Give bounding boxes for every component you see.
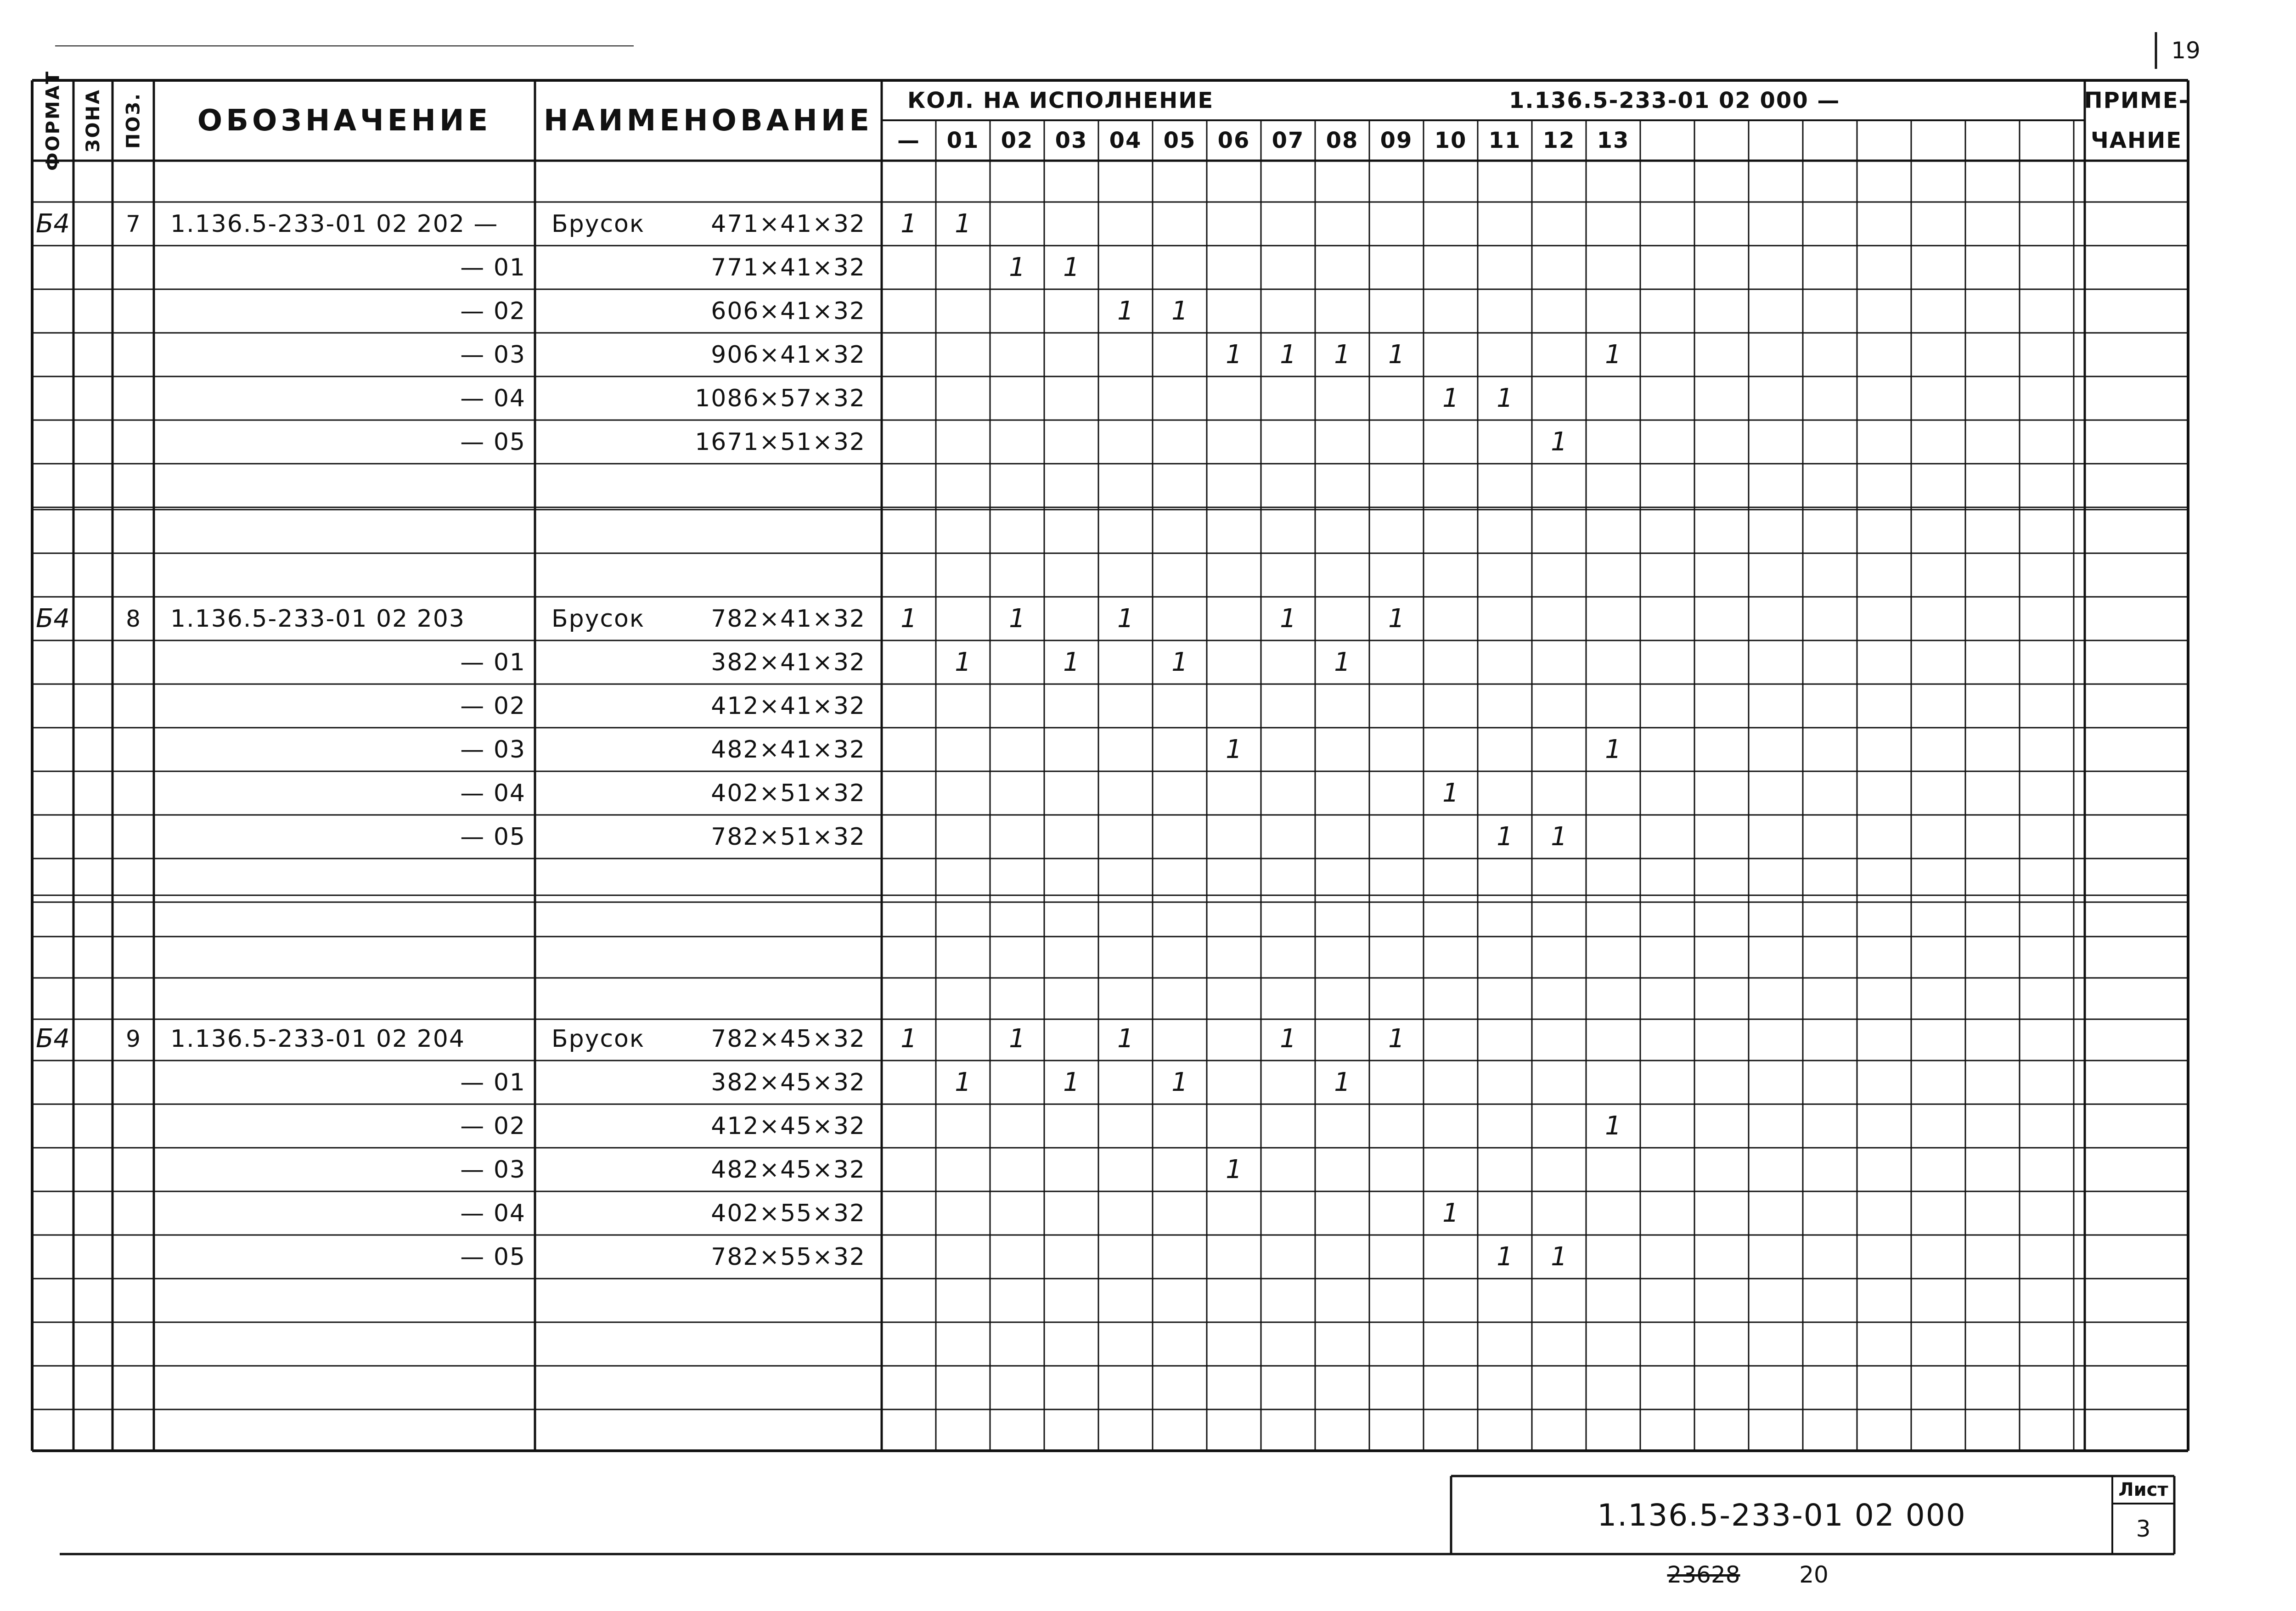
qty-mark: 1 xyxy=(1226,1155,1242,1184)
qty-mark: 1 xyxy=(1442,778,1459,808)
qty-mark: 1 xyxy=(1280,604,1296,634)
qty-mark: 1 xyxy=(955,647,971,677)
qty-mark: 1 xyxy=(1063,647,1080,677)
variant-header-2: 02 xyxy=(1001,128,1034,153)
row-pos: 7 xyxy=(126,210,141,237)
header-format: ФОРМАТ xyxy=(42,70,63,171)
qty-mark: 1 xyxy=(1388,604,1405,634)
variant-header-12: 12 xyxy=(1542,128,1576,153)
qty-mark: 1 xyxy=(1388,340,1405,370)
row-format: Б4 xyxy=(35,1024,70,1054)
qty-mark: 1 xyxy=(1226,735,1242,764)
row-size: 1086×57×32 xyxy=(695,384,866,412)
qty-mark: 1 xyxy=(1226,340,1242,370)
row-name: Брусок xyxy=(551,1025,645,1053)
qty-mark: 1 xyxy=(1063,253,1080,282)
header-qty-code: 1.136.5-233-01 02 000 — xyxy=(1509,87,1840,113)
variant-header-6: 06 xyxy=(1217,128,1250,153)
row-format: Б4 xyxy=(35,604,70,634)
row-pos: 8 xyxy=(126,605,141,632)
variant-header-1: 01 xyxy=(946,128,979,153)
row-designation: 1.136.5-233-01 02 204 xyxy=(170,1025,465,1053)
title-sheet-number: 3 xyxy=(2136,1516,2151,1542)
qty-mark: 1 xyxy=(1280,340,1296,370)
qty-mark: 1 xyxy=(1171,647,1188,677)
row-size: 412×45×32 xyxy=(711,1112,866,1140)
qty-mark: 1 xyxy=(900,604,917,634)
qty-mark: 1 xyxy=(1605,1111,1621,1141)
row-size: 402×55×32 xyxy=(711,1199,866,1227)
row-pos: 9 xyxy=(126,1025,141,1052)
qty-mark: 1 xyxy=(1063,1067,1080,1097)
qty-mark: 1 xyxy=(1497,822,1513,852)
qty-mark: 1 xyxy=(1551,427,1567,457)
qty-mark: 1 xyxy=(1009,253,1025,282)
qty-mark: 1 xyxy=(1117,296,1134,326)
title-sheet-label: Лист xyxy=(2118,1479,2168,1500)
row-size: 782×41×32 xyxy=(711,605,866,633)
qty-mark: 1 xyxy=(1442,383,1459,413)
row-size: 402×51×32 xyxy=(711,779,866,807)
qty-mark: 1 xyxy=(1551,822,1567,852)
title-doc-code: 1.136.5-233-01 02 000 xyxy=(1597,1497,1966,1533)
row-size: 471×41×32 xyxy=(711,210,866,238)
footer-inv-number: 23628 xyxy=(1667,1561,1740,1588)
row-size: 782×45×32 xyxy=(711,1025,866,1053)
row-designation: — 01 xyxy=(460,648,526,676)
qty-mark: 1 xyxy=(1334,647,1351,677)
qty-mark: 1 xyxy=(1334,340,1351,370)
row-designation: — 05 xyxy=(460,428,526,456)
qty-mark: 1 xyxy=(1009,1024,1025,1054)
footer-page-ref: 20 xyxy=(1799,1561,1829,1588)
variant-header-3: 03 xyxy=(1055,128,1088,153)
row-designation: — 01 xyxy=(460,253,526,281)
qty-mark: 1 xyxy=(1280,1024,1296,1054)
row-name: Брусок xyxy=(551,605,645,633)
row-size: 771×41×32 xyxy=(711,253,866,281)
qty-mark: 1 xyxy=(1442,1198,1459,1228)
row-designation: — 03 xyxy=(460,1156,526,1184)
row-designation: — 03 xyxy=(460,735,526,763)
row-size: 906×41×32 xyxy=(711,341,866,369)
qty-mark: 1 xyxy=(955,1067,971,1097)
qty-mark: 1 xyxy=(900,209,917,239)
qty-mark: 1 xyxy=(1171,296,1188,326)
row-format: Б4 xyxy=(35,209,70,239)
row-designation: — 02 xyxy=(460,297,526,325)
row-size: 782×55×32 xyxy=(711,1243,866,1271)
row-designation: — 04 xyxy=(460,779,526,807)
page-number: 19 xyxy=(2171,37,2200,64)
qty-mark: 1 xyxy=(900,1024,917,1054)
row-designation: — 02 xyxy=(460,692,526,720)
row-designation: — 04 xyxy=(460,1199,526,1227)
row-size: 412×41×32 xyxy=(711,692,866,720)
qty-mark: 1 xyxy=(1171,1067,1188,1097)
header-note-2: ЧАНИЕ xyxy=(2090,128,2183,153)
variant-header-4: 04 xyxy=(1109,128,1142,153)
header-note-1: ПРИМЕ- xyxy=(2084,87,2189,113)
qty-mark: 1 xyxy=(1605,735,1621,764)
row-designation: — 05 xyxy=(460,823,526,851)
row-size: 782×51×32 xyxy=(711,823,866,851)
row-size: 606×41×32 xyxy=(711,297,866,325)
row-size: 382×41×32 xyxy=(711,648,866,676)
qty-mark: 1 xyxy=(1334,1067,1351,1097)
qty-mark: 1 xyxy=(1497,1242,1513,1272)
variant-header-10: 10 xyxy=(1434,128,1467,153)
row-designation: — 04 xyxy=(460,384,526,412)
header-designation: ОБОЗНАЧЕНИЕ xyxy=(197,103,492,138)
row-designation: 1.136.5-233-01 02 203 xyxy=(170,605,465,633)
qty-mark: 1 xyxy=(955,209,971,239)
row-size: 1671×51×32 xyxy=(695,428,866,456)
variant-header-13: 13 xyxy=(1597,128,1630,153)
header-name: НАИМЕНОВАНИЕ xyxy=(543,103,873,138)
variant-header-5: 05 xyxy=(1163,128,1196,153)
row-designation: 1.136.5-233-01 02 202 — xyxy=(170,210,499,238)
row-size: 482×41×32 xyxy=(711,735,866,763)
variant-header-7: 07 xyxy=(1272,128,1305,153)
qty-mark: 1 xyxy=(1388,1024,1405,1054)
qty-mark: 1 xyxy=(1605,340,1621,370)
qty-mark: 1 xyxy=(1117,604,1134,634)
header-zone: ЗОНА xyxy=(82,89,104,152)
header-qty-title: КОЛ. НА ИСПОЛНЕНИЕ xyxy=(907,87,1214,113)
variant-header-8: 08 xyxy=(1326,128,1359,153)
variant-header-9: 09 xyxy=(1380,128,1413,153)
qty-mark: 1 xyxy=(1009,604,1025,634)
row-designation: — 02 xyxy=(460,1112,526,1140)
row-size: 382×45×32 xyxy=(711,1068,866,1096)
variant-header-0: — xyxy=(897,128,920,153)
row-size: 482×45×32 xyxy=(711,1156,866,1184)
qty-mark: 1 xyxy=(1497,383,1513,413)
variant-header-11: 11 xyxy=(1488,128,1521,153)
row-designation: — 01 xyxy=(460,1068,526,1096)
row-designation: — 03 xyxy=(460,341,526,369)
qty-mark: 1 xyxy=(1117,1024,1134,1054)
row-designation: — 05 xyxy=(460,1243,526,1271)
header-pos: ПОЗ. xyxy=(123,92,144,149)
row-name: Брусок xyxy=(551,210,645,238)
qty-mark: 1 xyxy=(1551,1242,1567,1272)
